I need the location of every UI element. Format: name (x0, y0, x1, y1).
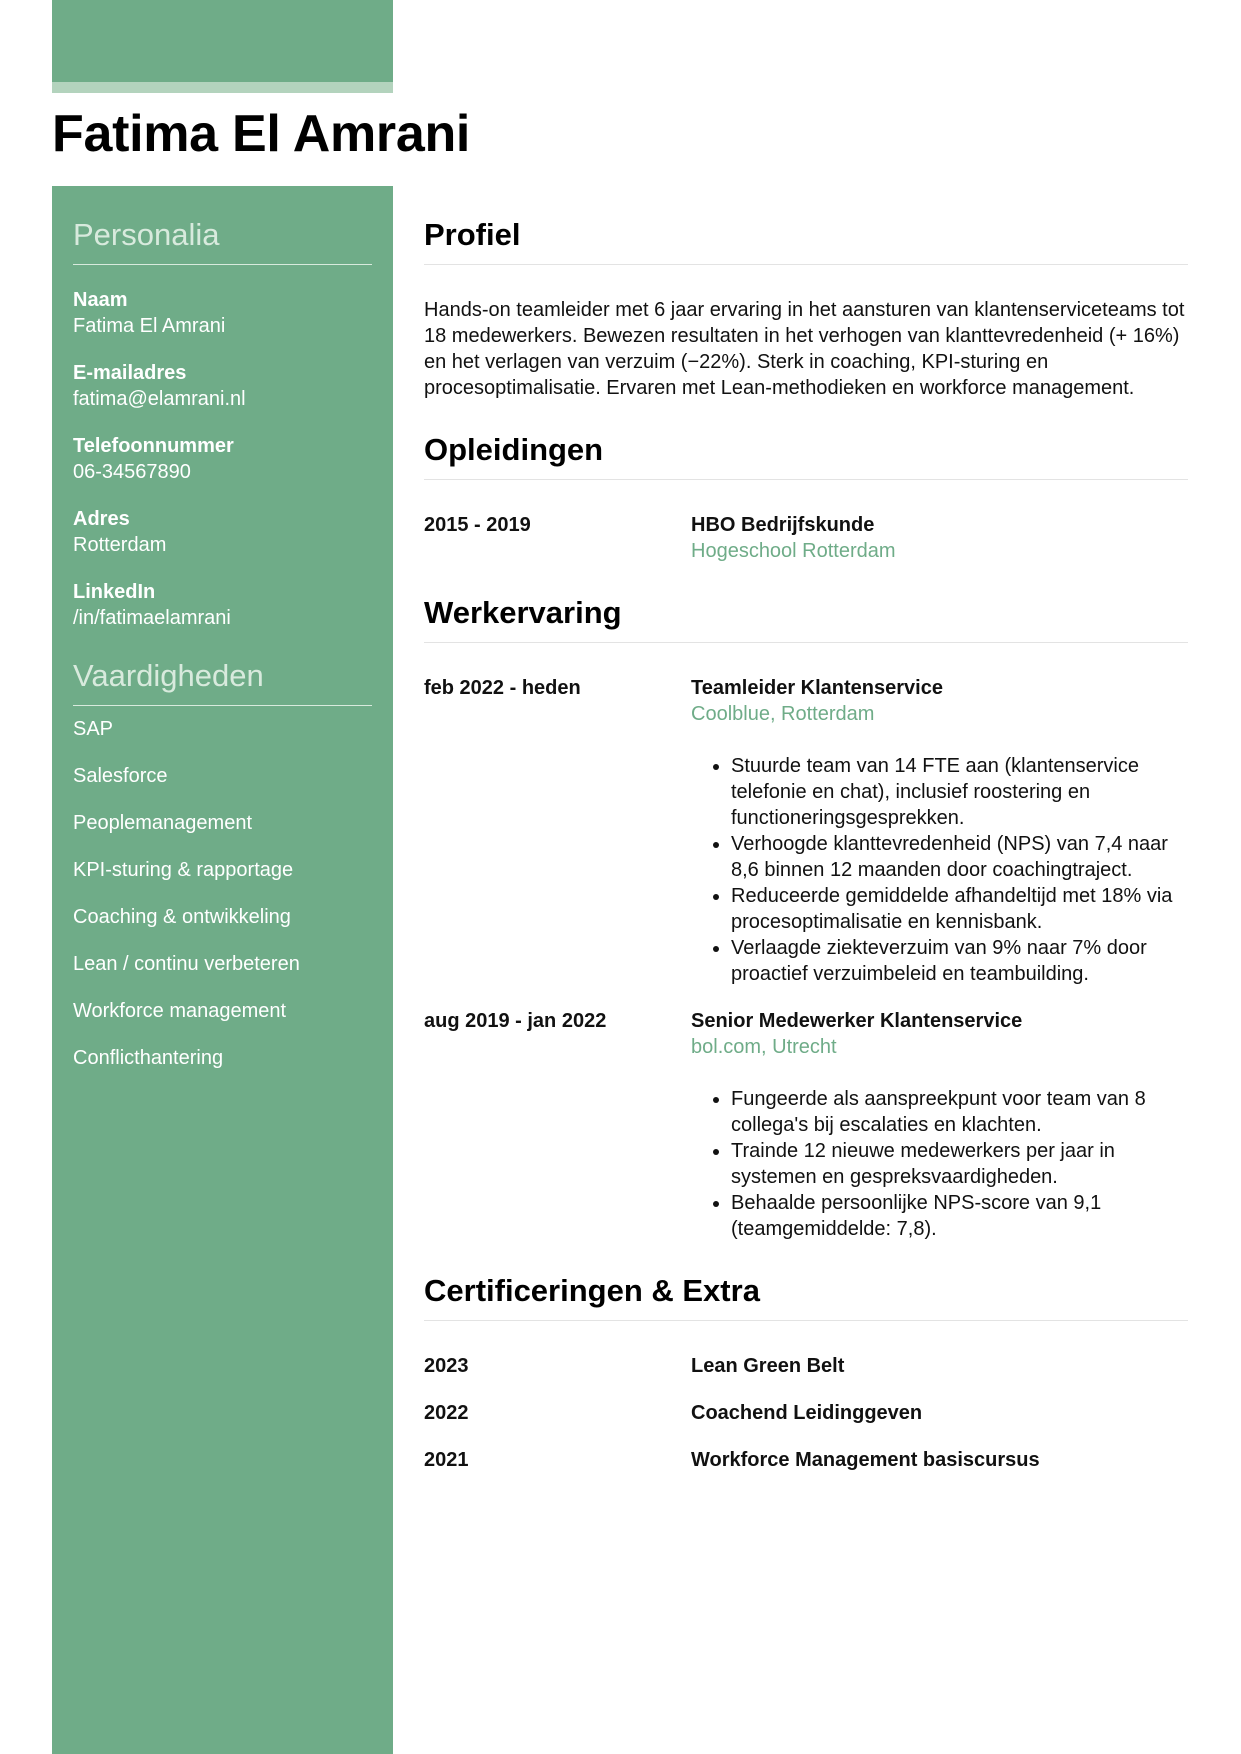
entry-company: bol.com, Utrecht (691, 1036, 837, 1059)
contact-item-linkedin (73, 579, 372, 631)
contact-value: 06-34567890 (73, 461, 191, 484)
contact-label: Telefoonnummer (73, 435, 234, 458)
contact-value: Fatima El Amrani (73, 315, 226, 338)
achievement-list (691, 753, 1188, 987)
skill-item: Salesforce (73, 765, 168, 788)
entry-title: Workforce Management basiscursus (691, 1449, 1040, 1472)
education-entry (424, 512, 1188, 564)
profile-text: Hands-on teamleider met 6 jaar ervaring in het aansturen van klantenserviceteams tot 18 medewerkers. Bewezen resultaten in het verhogen van klanttevredenheid (+ 16%) en het verlagen van verzuim (−22%). Sterk in coaching, KPI-sturing en procesoptimalisatie. Ervaren met Lean-methodieken en workforce management. (424, 299, 1185, 400)
header-accent-stripe (52, 82, 393, 93)
entry-title: Coachend Leidinggeven (691, 1402, 923, 1425)
contact-item-name (73, 287, 372, 339)
entry-date: 2015 - 2019 (424, 514, 531, 537)
profile-section (424, 186, 1188, 401)
skill-item: Workforce management (73, 1000, 287, 1023)
certifications-section (424, 1242, 1188, 1473)
experience-section (424, 564, 1188, 1242)
entry-date: 2022 (424, 1402, 469, 1425)
personalia-heading: Personalia (73, 218, 372, 265)
candidate-name: Fatima El Amrani (52, 105, 471, 163)
entry-company: Coolblue, Rotterdam (691, 703, 875, 726)
entry-institution: Hogeschool Rotterdam (691, 540, 896, 563)
experience-heading: Werkervaring (424, 564, 1188, 643)
achievement-item: • Fungeerde als aanspreekpunt voor team van 8 collega's bij escalaties en klachten. (731, 1086, 1188, 1138)
header-color-block (52, 0, 393, 82)
certification-entry (424, 1447, 1188, 1473)
achievement-list (691, 1086, 1188, 1242)
contact-label: LinkedIn (73, 581, 156, 604)
entry-title: Lean Green Belt (691, 1355, 845, 1378)
entry-date: 2021 (424, 1449, 469, 1472)
contact-label: Naam (73, 289, 128, 312)
skill-item: Coaching & ontwikkeling (73, 906, 291, 929)
entry-date: 2023 (424, 1355, 469, 1378)
certification-entry (424, 1400, 1188, 1426)
contact-label: E-mailadres (73, 362, 187, 385)
education-section (424, 401, 1188, 564)
skill-item: Peoplemanagement (73, 812, 253, 835)
skills-heading: Vaardigheden (73, 659, 372, 706)
achievement-item: • Stuurde team van 14 FTE aan (klantenservice telefonie en chat), inclusief roostering en functioneringsgesprekken. (731, 753, 1188, 831)
contact-label: Adres (73, 508, 130, 531)
entry-title: Teamleider Klantenservice (691, 677, 943, 700)
skill-item: KPI-sturing & rapportage (73, 859, 294, 882)
education-heading: Opleidingen (424, 401, 1188, 480)
achievement-item: • Reduceerde gemiddelde afhandeltijd met 18% via procesoptimalisatie en kennisbank. (731, 883, 1188, 935)
contact-list (73, 287, 372, 631)
contact-value: /in/fatimaelamrani (73, 607, 231, 630)
achievement-item: • Verlaagde ziekteverzuim van 9% naar 7% door proactief verzuimbeleid en teambuilding. (731, 935, 1188, 987)
sidebar (52, 186, 393, 1754)
contact-item-address (73, 506, 372, 558)
entry-title: Senior Medewerker Klantenservice (691, 1010, 1023, 1033)
contact-value: fatima@elamrani.nl (73, 388, 246, 411)
experience-entry (424, 675, 1188, 987)
certifications-heading: Certificeringen & Extra (424, 1242, 1188, 1321)
skill-item: Lean / continu verbeteren (73, 953, 300, 976)
contact-item-email (73, 360, 372, 412)
achievement-item: • Trainde 12 nieuwe medewerkers per jaar in systemen en gespreksvaardigheden. (731, 1138, 1188, 1190)
entry-title: HBO Bedrijfskunde (691, 514, 875, 537)
entry-date: aug 2019 - jan 2022 (424, 1010, 607, 1033)
contact-item-phone (73, 433, 372, 485)
skill-item: SAP (73, 718, 114, 741)
achievement-item: • Verhoogde klanttevredenheid (NPS) van 7,4 naar 8,6 binnen 12 maanden door coachingtraject. (731, 831, 1188, 883)
contact-value: Rotterdam (73, 534, 167, 557)
main-content (424, 186, 1188, 1494)
experience-entry (424, 1008, 1188, 1242)
certification-entry (424, 1353, 1188, 1379)
skills-list (73, 716, 372, 1071)
achievement-item: • Behaalde persoonlijke NPS-score van 9,1 (teamgemiddelde: 7,8). (731, 1190, 1188, 1242)
profile-heading: Profiel (424, 186, 1188, 265)
skill-item: Conflicthantering (73, 1047, 224, 1070)
entry-date: feb 2022 - heden (424, 677, 581, 700)
